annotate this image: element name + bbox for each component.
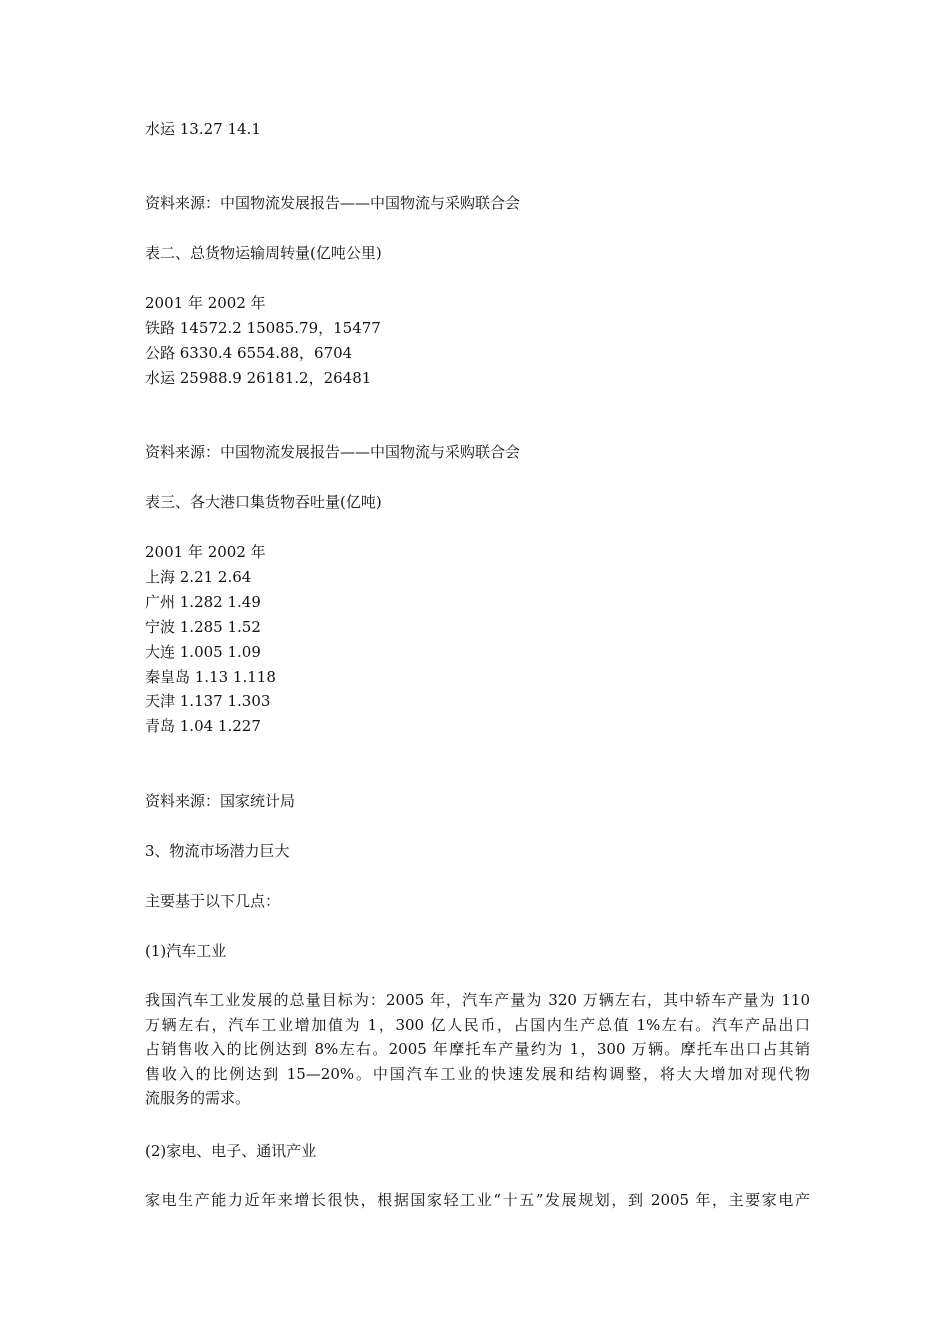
paragraph-line: 我国汽车工业发展的总量目标为：2005 年，汽车产量为 320 万辆左右，其中轿车产量为 110 [145,991,810,1009]
table-row: 铁路 14572.2 15085.79，15477 [145,319,381,337]
paragraph-line: 万辆左右，汽车工业增加值为 1，300 亿人民币，占国内生产总值 1%左右。汽车产品出口 [145,1015,810,1034]
table-row: 秦皇岛 1.13 1.118 [145,668,276,686]
table-row: 广州 1.282 1.49 [145,593,261,611]
table-header: 2001 年 2002 年 [145,543,266,561]
paragraph-electronics [145,1188,810,1213]
table1-row-water: 水运 13.27 14.1 [145,120,261,138]
source-note: 资料来源：中国物流发展报告——中国物流与采购联合会 [145,194,521,212]
section-heading: 3、物流市场潜力巨大 [145,842,290,860]
source-note: 资料来源：中国物流发展报告——中国物流与采购联合会 [145,443,521,461]
source-note: 资料来源：国家统计局 [145,792,296,810]
paragraph-automobile [145,988,810,1111]
paragraph-line: 家电生产能力近年来增长很快，根据国家轻工业“十五”发展规划，到 2005 年，主要家电产 [145,1191,810,1209]
table-row: 大连 1.005 1.09 [145,643,261,661]
paragraph-line: 占销售收入的比例达到 8%左右。2005 年摩托车产量约为 1，300 万辆。摩托车出口占其销 [145,1040,810,1058]
table-header: 2001 年 2002 年 [145,294,266,312]
table-row: 水运 25988.9 26181.2，26481 [145,369,372,387]
table-row: 宁波 1.285 1.52 [145,618,261,636]
table-row: 天津 1.137 1.303 [145,692,271,710]
table-row: 上海 2.21 2.64 [145,568,252,586]
subsection-heading: (1)汽车工业 [145,942,227,960]
table-row: 公路 6330.4 6554.88，6704 [145,344,353,362]
table-row: 青岛 1.04 1.227 [145,717,261,735]
paragraph-line: 流服务的需求。 [145,1089,251,1107]
intro-text: 主要基于以下几点： [145,892,281,910]
subsection-heading: (2)家电、电子、通讯产业 [145,1142,317,1160]
table-title: 表三、各大港口集货物吞吐量(亿吨) [145,493,382,511]
paragraph-line: 售收入的比例达到 15—20%。中国汽车工业的快速发展和结构调整，将大大增加对现代物 [145,1064,810,1083]
table-title: 表二、总货物运输周转量(亿吨公里) [145,244,382,262]
